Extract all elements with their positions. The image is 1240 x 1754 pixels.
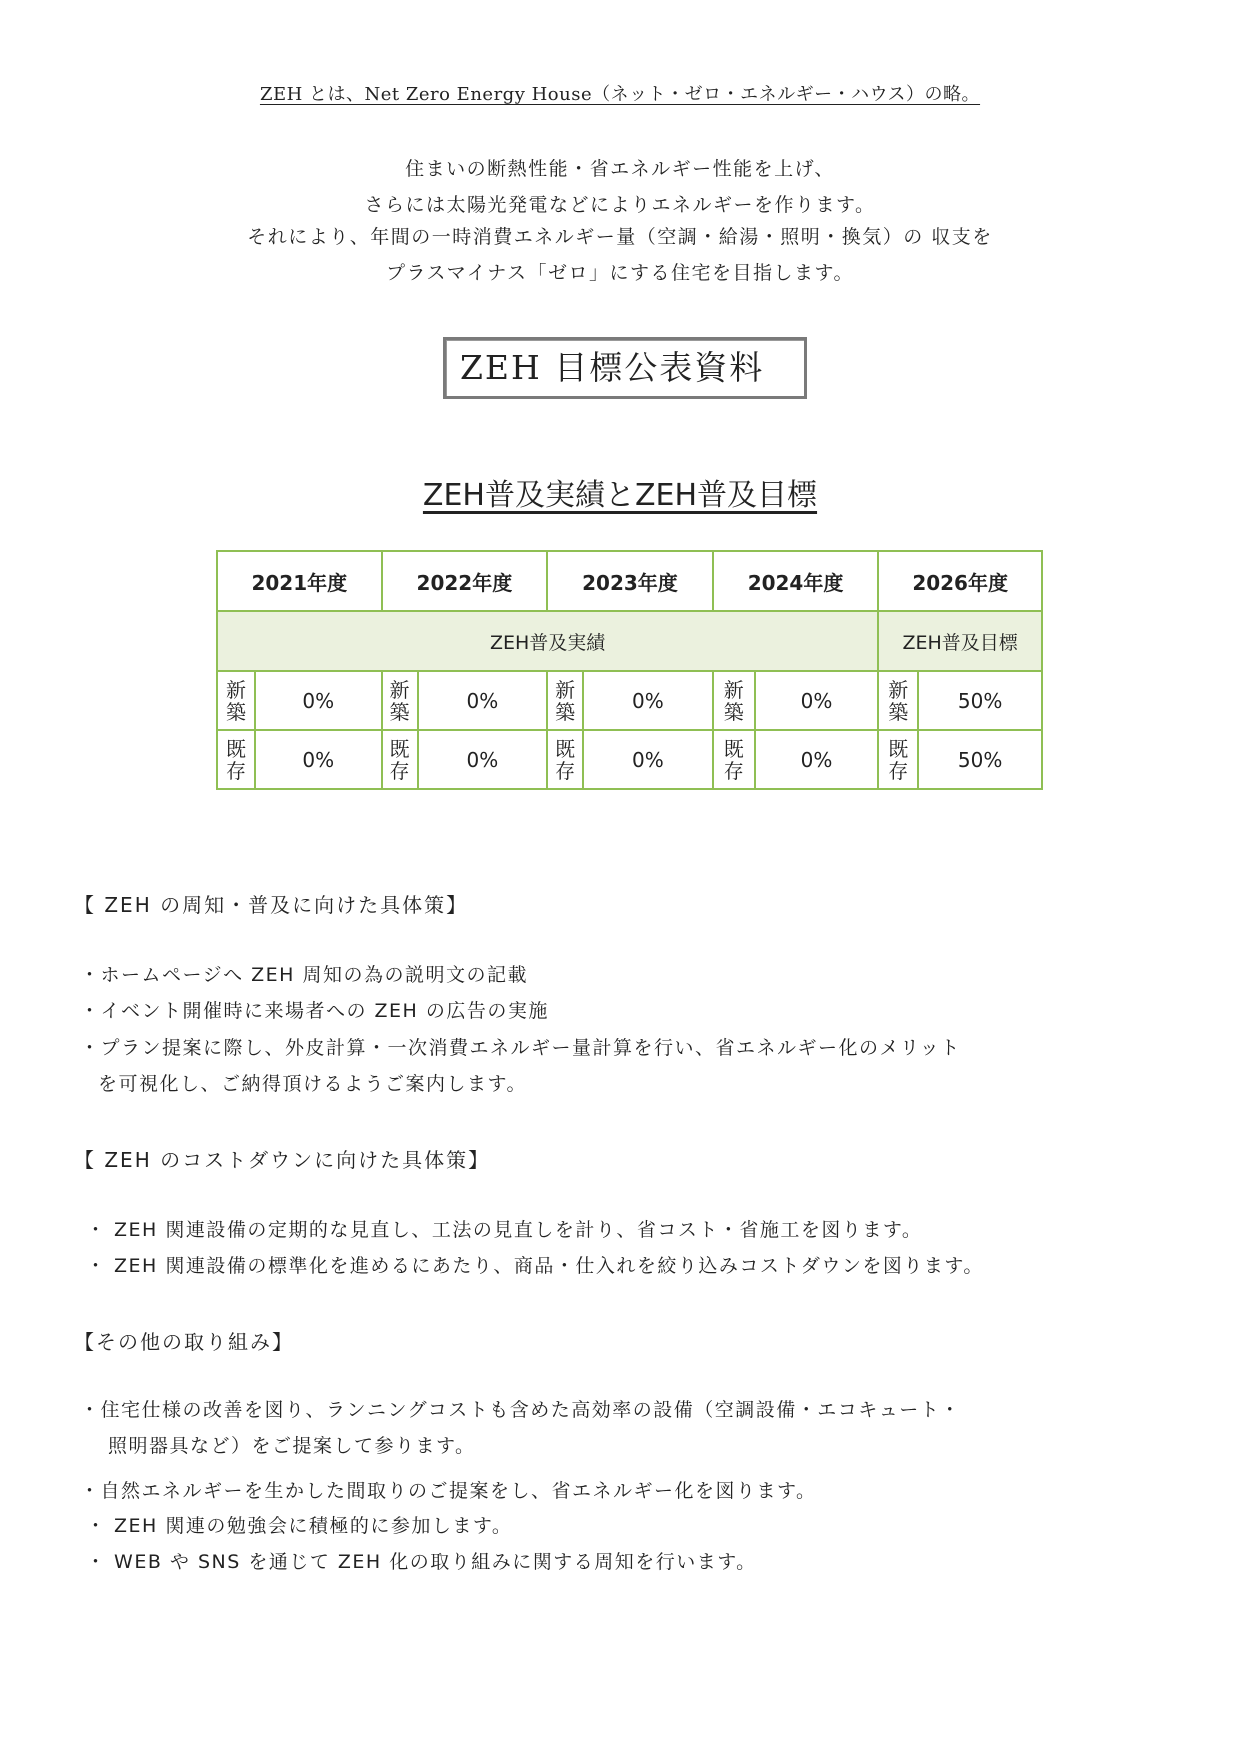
intro-line: プラスマイナス「ゼロ」にする住宅を目指します。 <box>386 262 854 284</box>
list-item: ・ ZEH 関連の勉強会に積極的に参加します。 <box>86 1515 513 1537</box>
row-kind-label <box>382 730 418 789</box>
row-kind-label <box>547 671 583 730</box>
list-item: ・住宅仕様の改善を図り、ランニングコストも含めた高効率の設備（空調設備・エコキュート・ <box>80 1399 961 1421</box>
list-item: ・自然エネルギーを生かした間取りのご提案をし、省エネルギー化を図ります。 <box>80 1480 817 1502</box>
kind-char: 既 <box>555 736 576 761</box>
value-cell: 0% <box>255 671 382 730</box>
kind-char: 新 <box>389 677 410 702</box>
list-item: ・プラン提案に際し、外皮計算・一次消費エネルギー量計算を行い、省エネルギー化のメリット <box>80 1037 961 1059</box>
kind-char: 新 <box>888 677 909 702</box>
kind-char: 存 <box>389 758 410 783</box>
value-cell: 0% <box>755 671 879 730</box>
row-kind-label <box>547 730 583 789</box>
document-title-box <box>443 337 807 399</box>
list-item: ・イベント開催時に来場者への ZEH の広告の実施 <box>80 1000 549 1022</box>
kind-char: 新 <box>723 677 744 702</box>
value-cell: 0% <box>583 730 713 789</box>
kind-char: 存 <box>888 758 909 783</box>
row-kind-label <box>217 671 255 730</box>
intro-line: 住まいの断熱性能・省エネルギー性能を上げ、 <box>405 158 835 180</box>
results-label: ZEH普及実績 <box>217 611 878 671</box>
table-row-new-build <box>217 671 1042 730</box>
kind-char: 新 <box>225 677 246 702</box>
kind-char: 存 <box>555 758 576 783</box>
table-row-existing <box>217 730 1042 789</box>
row-kind-label <box>217 730 255 789</box>
kind-char: 築 <box>555 699 576 724</box>
intro-line: さらには太陽光発電などによりエネルギーを作ります。 <box>364 194 876 216</box>
row-kind-label <box>878 671 918 730</box>
document-title: ZEH 目標公表資料 <box>460 348 765 387</box>
list-item: ・ ZEH 関連設備の定期的な見直し、工法の見直しを計り、省コスト・省施工を図ります。 <box>86 1219 923 1241</box>
list-item: 照明器具など）をご提案して参ります。 <box>108 1435 476 1457</box>
year-header: 2022年度 <box>382 551 548 611</box>
row-kind-label <box>382 671 418 730</box>
table-band-row <box>217 611 1042 671</box>
kind-char: 既 <box>723 736 744 761</box>
kind-char: 築 <box>225 699 246 724</box>
section-title-text: ZEH普及実績とZEH普及目標 <box>422 478 818 513</box>
intro-title-text: ZEH とは、Net Zero Energy House（ネット・ゼロ・エネルギー・ハウス）の略。 <box>259 84 981 105</box>
row-kind-label <box>878 730 918 789</box>
section-heading-cost-down: 【 ZEH のコストダウンに向けた具体策】 <box>74 1148 491 1172</box>
kind-char: 存 <box>723 758 744 783</box>
zeh-results-table <box>216 550 1043 790</box>
value-cell: 0% <box>255 730 382 789</box>
year-header: 2026年度 <box>878 551 1042 611</box>
intro-line: それにより、年間の一時消費エネルギー量（空調・給湯・照明・換気）の 収支を <box>247 226 993 248</box>
kind-char: 築 <box>723 699 744 724</box>
kind-char: 既 <box>888 736 909 761</box>
year-header: 2023年度 <box>547 551 713 611</box>
row-kind-label <box>713 730 755 789</box>
value-cell: 0% <box>418 730 548 789</box>
kind-char: 既 <box>225 736 246 761</box>
row-kind-label <box>713 671 755 730</box>
list-item: ・ WEB や SNS を通じて ZEH 化の取り組みに関する周知を行います。 <box>86 1551 757 1573</box>
section-heading-other: 【その他の取り組み】 <box>74 1330 294 1354</box>
intro-title <box>0 80 1240 106</box>
year-header: 2021年度 <box>217 551 382 611</box>
value-cell: 50% <box>918 730 1042 789</box>
year-header: 2024年度 <box>713 551 879 611</box>
section-title <box>0 470 1240 514</box>
kind-char: 新 <box>555 677 576 702</box>
kind-char: 存 <box>225 758 246 783</box>
kind-char: 築 <box>389 699 410 724</box>
list-item: を可視化し、ご納得頂けるようご案内します。 <box>98 1073 527 1095</box>
value-cell: 0% <box>418 671 548 730</box>
kind-char: 既 <box>389 736 410 761</box>
target-label: ZEH普及目標 <box>878 611 1042 671</box>
value-cell: 50% <box>918 671 1042 730</box>
value-cell: 0% <box>755 730 879 789</box>
table-header-row <box>217 551 1042 611</box>
value-cell: 0% <box>583 671 713 730</box>
list-item: ・ホームページへ ZEH 周知の為の説明文の記載 <box>80 964 529 986</box>
list-item: ・ ZEH 関連設備の標準化を進めるにあたり、商品・仕入れを絞り込みコストダウンを図ります。 <box>86 1255 984 1277</box>
section-heading-promotion: 【 ZEH の周知・普及に向けた具体策】 <box>74 893 469 917</box>
kind-char: 築 <box>888 699 909 724</box>
